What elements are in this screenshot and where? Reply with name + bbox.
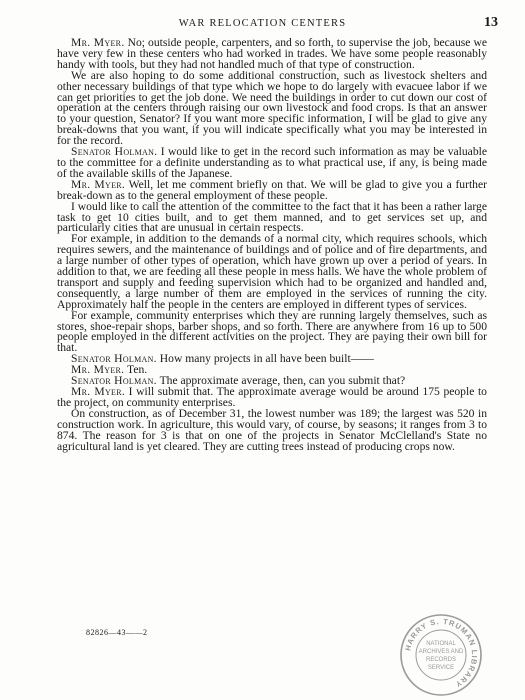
paragraph [57,199,487,235]
stamp-inner-ring [416,630,466,680]
paragraph-text: The approximate average, then, can you submit that? [156,374,406,388]
speaker-name: Senator Holman. [71,145,158,159]
paragraph [57,234,487,310]
speaker-name: Mr. Myer. [71,177,126,191]
page-number: 13 [484,15,498,30]
paragraph-text: For example, community enterprises which they are running largely themselves, such as stores, shoe-repair shops, barber shops, and so forth. There are anywhere from 16 up to 500 people employed in the different activities on the project. They are paying their own bill for that. [57,308,487,355]
paragraph-text: How many projects in all have been built—— [156,352,374,366]
speaker-name: Mr. Myer. [71,385,126,398]
speaker-name: Mr. Myer. [71,36,125,49]
paragraph [57,406,487,453]
paragraph [57,38,487,71]
paragraph-text: No; outside people, carpenters, and so forth, to supervise the job, because we have very few in these centers who had worked in trades. We have some people reasonably handy with tools, but they had not handled much of that type of construction. [57,36,487,71]
archive-stamp [398,612,484,698]
paragraph-text: For example, in addition to the demands of a normal city, which requires schools, which requires sewers, and the maintenance of buildings and of police and of fire departments, and a large number of other types of operation, which have grown up over a period of years. In addition to that, we are feeding all these people in mess halls. We have the whole problem of transport and supply and feeding supervision which had to be organized and handled and, consequently, a large number of them are employed in the services of running the city. Approximately half the people in the centers are employed in different types of services. [57,232,487,311]
speaker-name: Mr. Myer. [71,363,125,377]
page-header [0,15,525,34]
stamp-center-line: RECORDS [425,657,457,663]
stamp-center-line: NATIONAL [426,641,456,647]
paragraph [57,68,487,148]
print-signature-code: 82826—43——2 [86,628,148,637]
paragraph-text: I would like to call the attention of the committee to the fact that it has been a rather large task to get 10 cities built, and to get them manned, and to get services set up, and particularly cities that are unusual in certain respects. [57,199,487,235]
paragraph [57,387,487,409]
paragraph-text: On construction, as of December 31, the lowest number was 189; the largest was 520 in construction work. In agriculture, this would vary, of course, by seasons; it ranges from 3 to 874. The reason for 3 is that on one of the projects in Senator McClelland's State no agricultural land is yet cleared. They are cutting trees instead of producing crops now. [57,406,487,453]
paragraph-text: Well, let me comment briefly on that. We will be glad to give you a further break-down as to the general employment of these people. [57,177,487,202]
speaker-name: Senator Holman. [71,374,157,388]
paragraph [57,177,487,202]
stamp-center-line: SERVICE [427,665,455,671]
paragraph [57,308,487,355]
paragraph-text: I would like to get in the record such information as may be valuable to the committee for a definite understanding as to what practical use, if any, is being made of the available skills of the Japanese. [57,145,487,180]
stamp-outer-ring [401,615,481,695]
paragraph-text: Ten. [124,363,148,377]
running-title: WAR RELOCATION CENTERS [178,18,347,29]
speaker-name: Senator Holman. [71,352,157,366]
hearing-transcript [57,38,487,452]
stamp-ring-text: HARRY S. TRUMAN LIBRARY [403,616,480,690]
paragraph-text: We are also hoping to do some additional construction, such as livestock shelters and other necessary buildings of that type which we hope to do largely with evacuee labor if we can get priorities to get the job done. We need the buildings in order to cut down our cost of operation at the centers through raising our own livestock and food crops. Is that an answer to your question, Senator? If you want more specific information, I will be glad to give any break-downs that you want, if you will indicate specifically what you may be interested in for the record. [57,68,487,148]
stamp-center-line: ARCHIVES AND [418,649,464,655]
paragraph-text: I will submit that. The approximate average would be around 175 people to the project, on community enterprises. [57,385,487,409]
paragraph [57,147,487,180]
